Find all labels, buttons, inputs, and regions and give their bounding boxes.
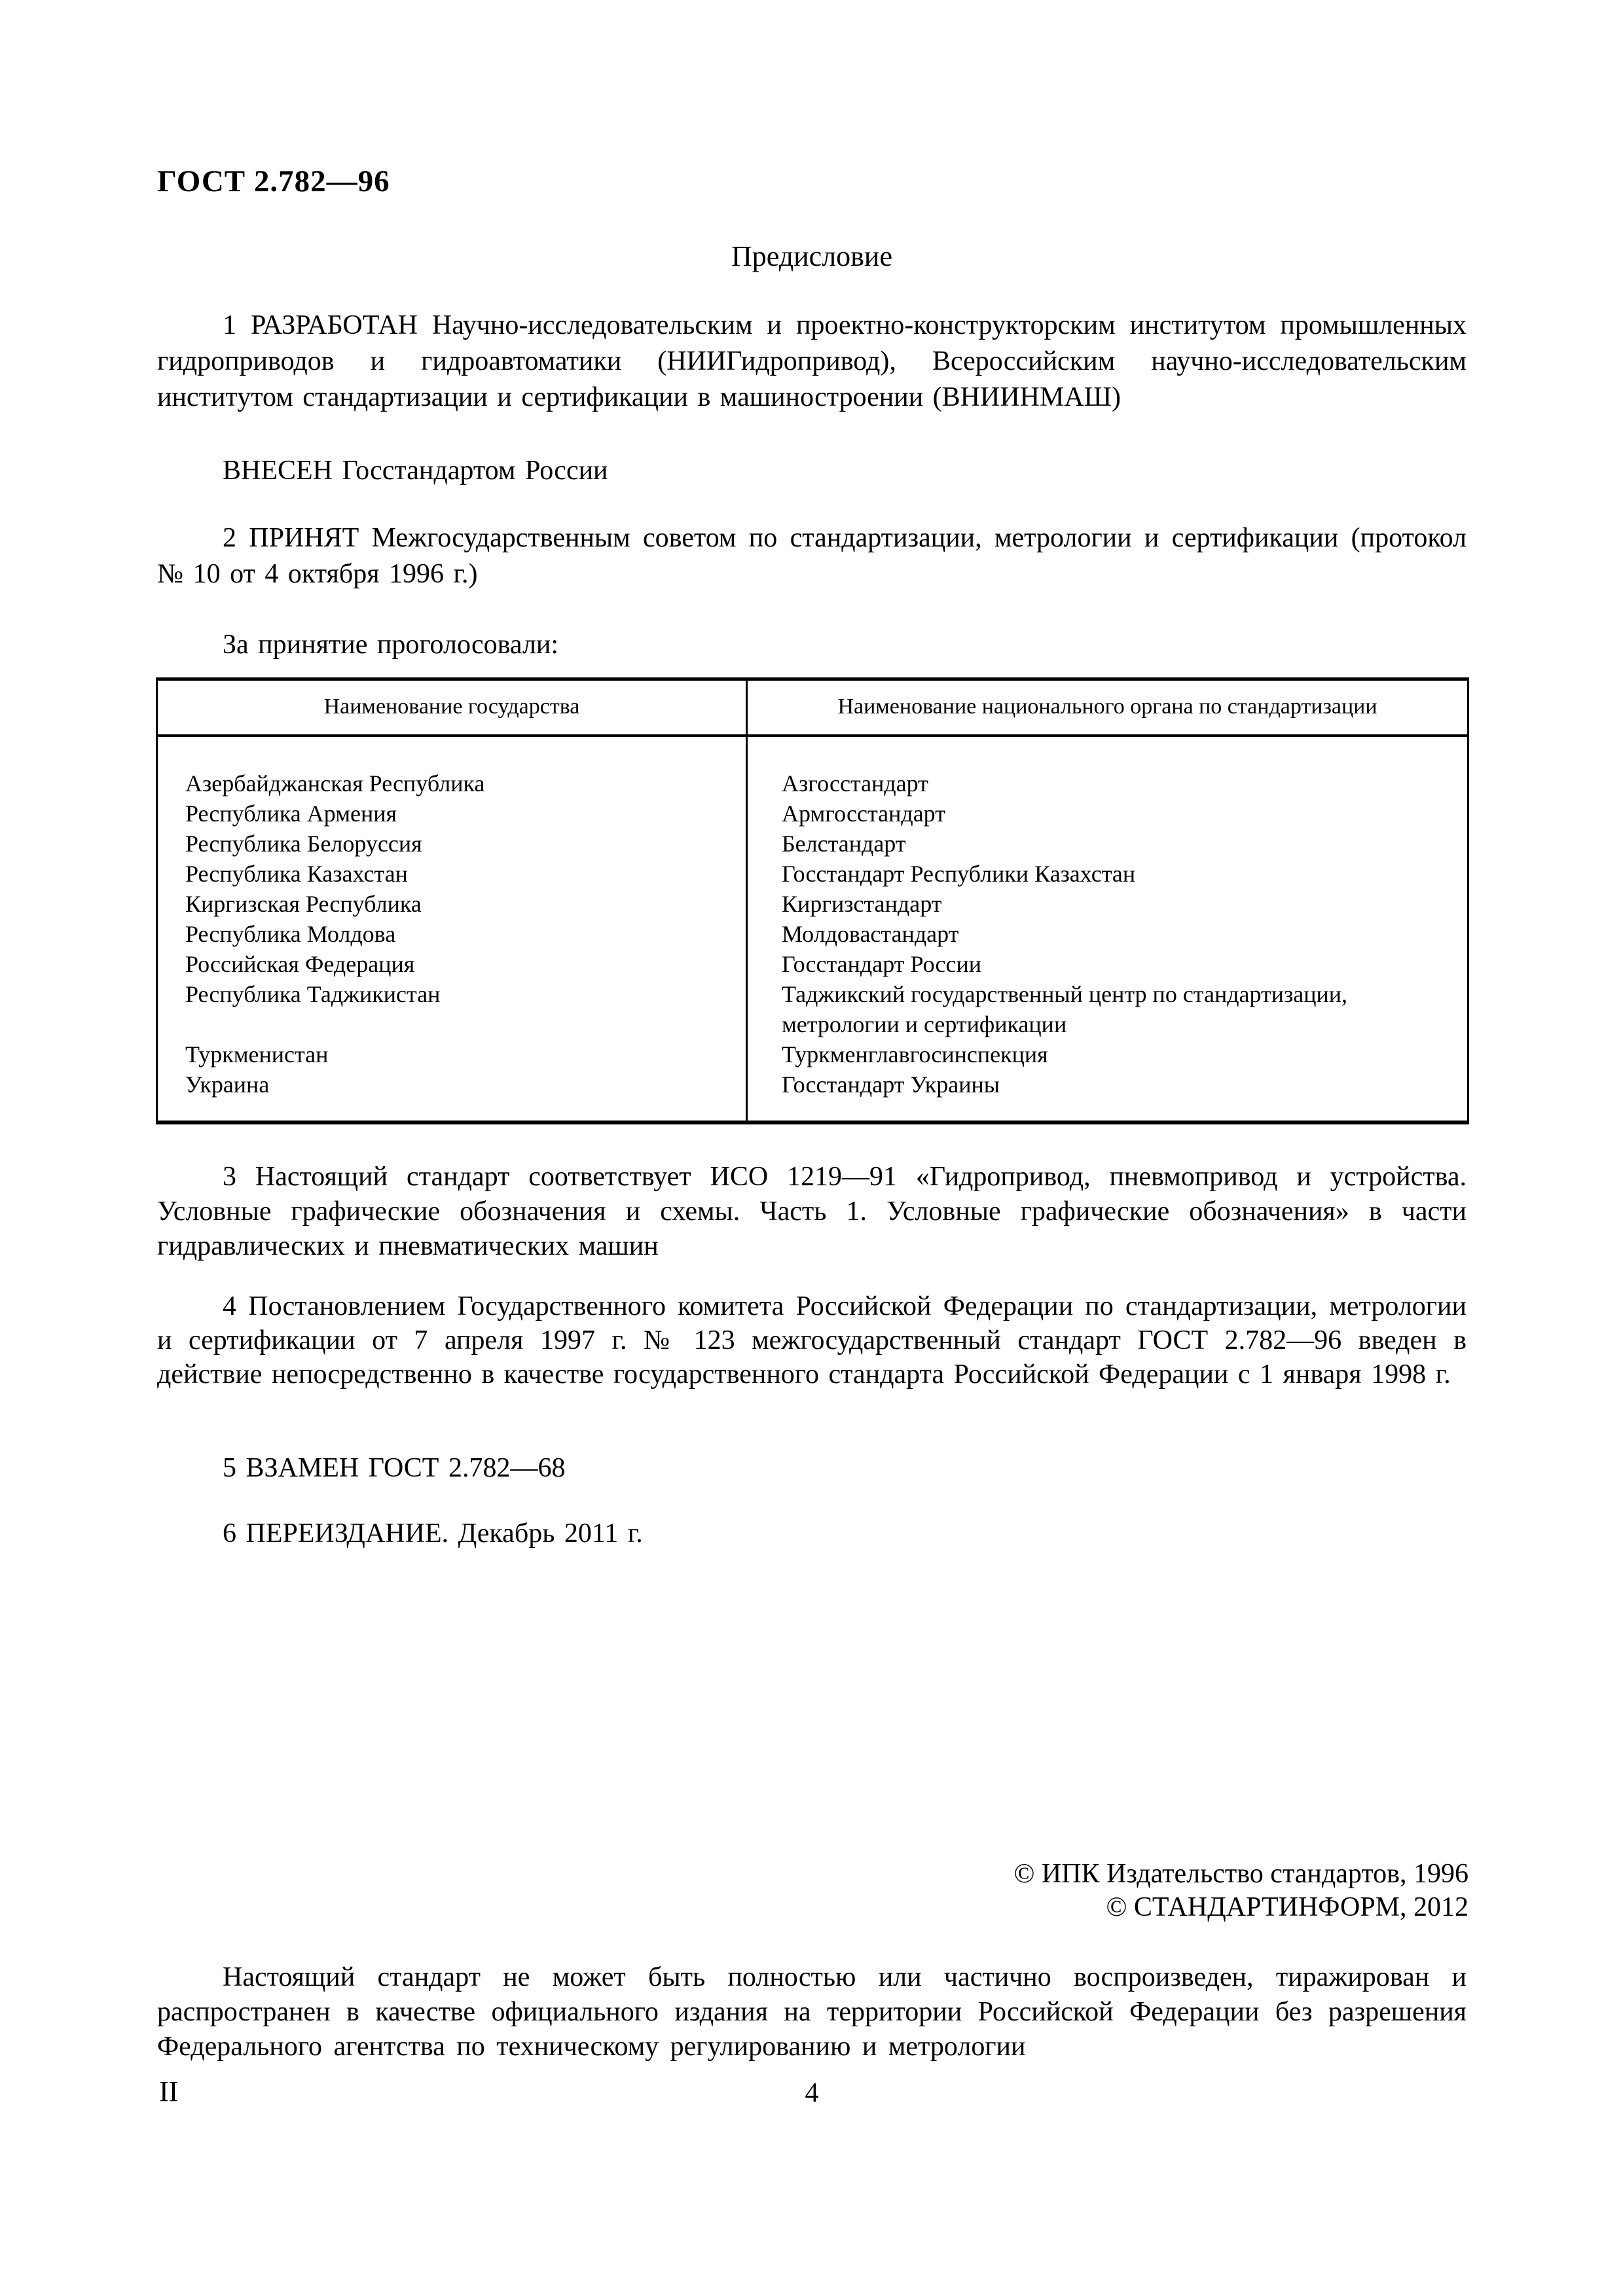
column-header-state: Наименование государства bbox=[323, 694, 580, 719]
table-row bbox=[158, 798, 1467, 829]
voting-table-body bbox=[158, 737, 1467, 1121]
paragraph-replaces: 5 ВЗАМЕН ГОСТ 2.782—68 bbox=[223, 1453, 566, 1483]
paragraph-reissue: 6 ПЕРЕИЗДАНИЕ. Декабрь 2011 г. bbox=[223, 1518, 643, 1549]
table-row bbox=[158, 737, 1467, 798]
standard-code: ГОСТ 2.782—96 bbox=[157, 164, 390, 198]
paragraph-developed: 1 РАЗРАБОТАН Научно-исследовательским и проектно-конструкторским институтом промышленных гидроприводов и гидроавтоматики (НИИГидропривод), Всероссийским научно-исследовательским институтом стандартизации и сертификации в машиностроении (ВНИИНМАШ) bbox=[157, 310, 1467, 412]
paragraph-vote-intro: За принятие проголосовали: bbox=[223, 630, 559, 660]
org-name-cell: Госстандарт Украины bbox=[746, 1069, 1467, 1121]
roman-page-number: II bbox=[159, 2075, 179, 2108]
copyright-block bbox=[157, 1857, 1468, 1924]
table-row bbox=[158, 889, 1467, 919]
table-row bbox=[158, 829, 1467, 859]
paragraph-submitted: ВНЕСЕН Госстандартом России bbox=[223, 456, 608, 486]
copyright-line-2012: © СТАНДАРТИНФОРМ, 2012 bbox=[1106, 1892, 1468, 1922]
state-name-cell: Республика Молдова bbox=[185, 921, 396, 947]
org-name-cell: Молдовастандарт bbox=[746, 919, 1467, 949]
table-row bbox=[158, 1039, 1467, 1069]
table-row bbox=[158, 919, 1467, 949]
state-name-cell: Украина bbox=[185, 1071, 270, 1098]
table-row bbox=[158, 1069, 1467, 1121]
org-name-cell: Киргизстандарт bbox=[746, 889, 1467, 919]
paragraph-adopted: 2 ПРИНЯТ Межгосударственным советом по стандартизации, метрологии и сертификации (протокол № 10 от 4 октября 1996 г.) bbox=[157, 523, 1467, 589]
org-name-cell: Таджикский государственный центр по стандартизации, метрологии и сертификации bbox=[746, 979, 1467, 1039]
state-name-cell: Республика Белоруссия bbox=[185, 831, 422, 857]
table-row bbox=[158, 979, 1467, 1039]
state-name-cell: Туркменистан bbox=[185, 1041, 329, 1067]
table-row bbox=[158, 949, 1467, 979]
paragraph-reproduction-notice: Настоящий стандарт не может быть полностью или частично воспроизведен, тиражирован и распространен в качестве официального издания на территории Российской Федерации без разрешения Федерального агентства по техническому регулированию и метрологии bbox=[157, 1962, 1467, 2062]
org-name-cell: Белстандарт bbox=[746, 829, 1467, 859]
table-row bbox=[158, 859, 1467, 889]
page-number: 4 bbox=[805, 2078, 819, 2108]
org-name-cell: Армгосстандарт bbox=[746, 798, 1467, 829]
state-name-cell: Азербайджанская Республика bbox=[185, 770, 485, 797]
org-name-cell: Госстандарт России bbox=[746, 949, 1467, 979]
state-name-cell: Киргизская Республика bbox=[185, 891, 422, 917]
org-name-cell: Азгосстандарт bbox=[746, 737, 1467, 798]
state-name-cell: Республика Таджикистан bbox=[185, 981, 441, 1007]
paragraph-iso-equivalence: 3 Настоящий стандарт соответствует ИСО 1219—91 «Гидропривод, пневмопривод и устройства. Условные графические обозначения и схемы. Часть 1. Условные графические обозначения» в части гидравлических и пневматических машин bbox=[157, 1162, 1467, 1261]
state-name-cell: Республика Казахстан bbox=[185, 861, 408, 887]
copyright-line-1996: © ИПК Издательство стандартов, 1996 bbox=[1013, 1859, 1468, 1889]
org-name-cell: Госстандарт Республики Казахстан bbox=[746, 859, 1467, 889]
state-name-cell: Российская Федерация bbox=[185, 951, 415, 977]
voting-table bbox=[156, 677, 1469, 1124]
column-header-org: Наименование национального органа по стандартизации bbox=[746, 681, 1467, 734]
paragraph-enactment: 4 Постановлением Государственного комитета Российской Федерации по стандартизации, метрологии и сертификации от 7 апреля 1997 г. № 123 межгосударственный стандарт ГОСТ 2.782—96 введен в действие непосредственно в качестве государственного стандарта Российской Федерации с 1 января 1998 г. bbox=[157, 1291, 1467, 1390]
voting-table-header bbox=[158, 681, 1467, 737]
org-name-cell: Туркменглавгосинспекция bbox=[746, 1039, 1467, 1069]
state-name-cell: Республика Армения bbox=[185, 800, 397, 827]
page-title: Предисловие bbox=[731, 240, 892, 272]
